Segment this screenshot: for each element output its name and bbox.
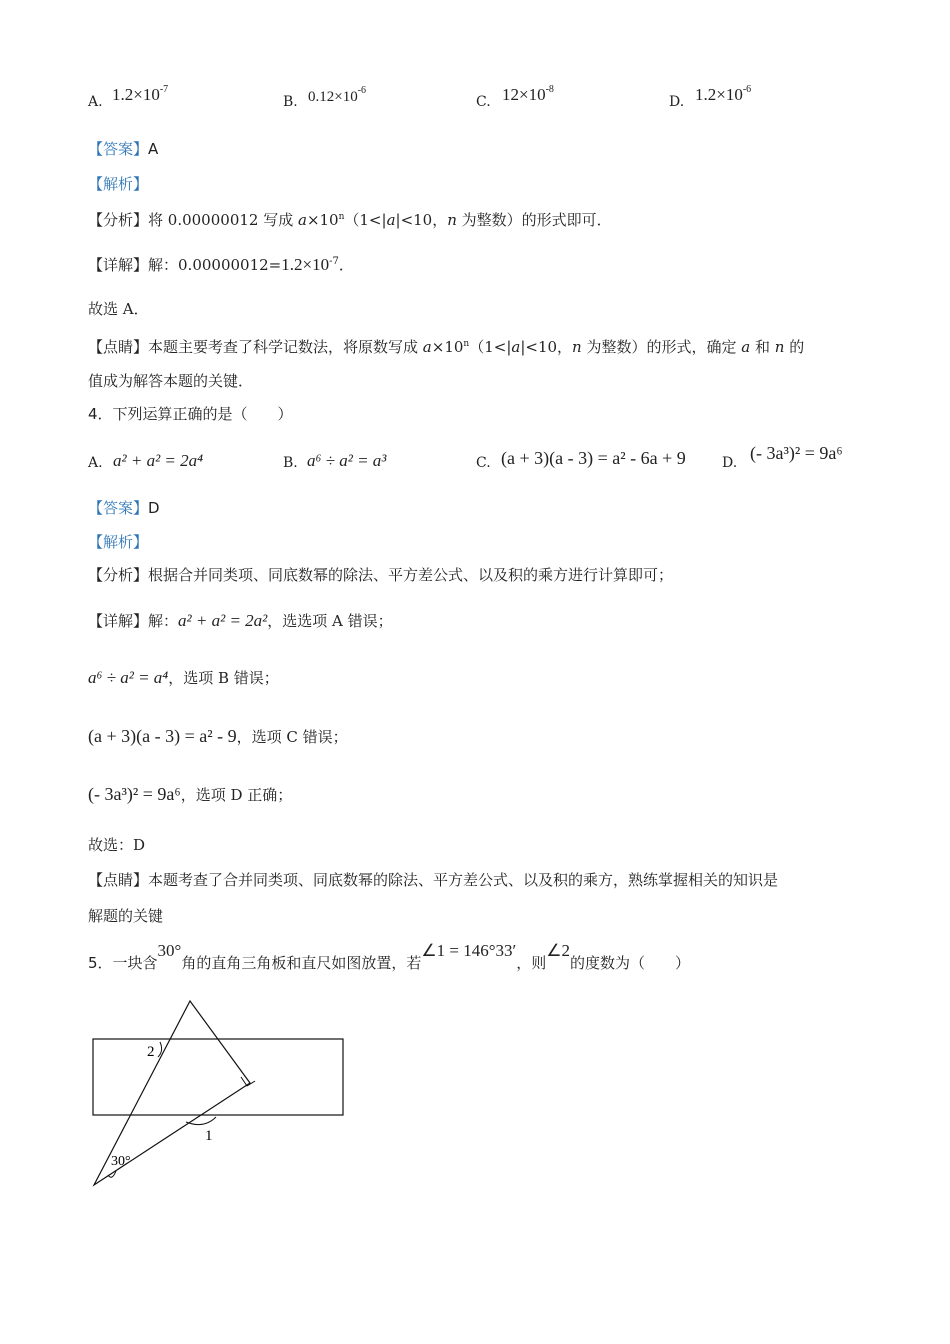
option-letter: A.: [88, 94, 103, 110]
option-expr: a⁶ ÷ a² = a³: [307, 451, 387, 470]
option-expr: $0.12\times 10^{-6}$: [308, 85, 367, 105]
option-letter: B.: [283, 455, 298, 471]
q4-step2: a⁶ ÷ a² = a⁴，选项 B 错误；: [88, 668, 279, 687]
option-expr: $1.2\times 10^{-7}$: [112, 84, 169, 104]
q4-step4: (- 3a³)² = 9a⁶，选项 D 正确；: [88, 784, 293, 804]
angle-1-arc: [186, 1117, 216, 1125]
q3-dianjing-line2: 值成为解答本题的关键．: [88, 372, 254, 390]
q3-dianjing: 【点睛】本题主要考查了科学记数法，将原数写成 $a\times 10^n(1<|a|<10$，n 为整数）的形式，确定 a 和 n 的: [88, 338, 805, 356]
answer-tag: 【答案】: [88, 140, 149, 158]
q4-guxuan: 故选：D: [88, 836, 146, 854]
answer-value: D: [148, 499, 160, 517]
q5-figure: [88, 995, 358, 1195]
q4-step3: (a + 3)(a - 3) = a² - 9，选项 C 错误；: [88, 726, 348, 746]
option-expr: $12\times 10^{-8}$: [502, 84, 554, 104]
q3-fenxi: 【分析】将 0.00000012 写成 $a\times 10^n(1<|a|<10$，n 为整数）的形式即可．: [88, 211, 612, 229]
q4-xiangjie: 【详解】解：a² + a² = 2a²，选选项 A 错误；: [88, 611, 393, 630]
option-letter: B.: [283, 94, 298, 110]
answer-tag: 【答案】: [88, 499, 149, 517]
option-letter: D.: [669, 94, 685, 110]
label-1: 1: [205, 1128, 213, 1144]
label-30: 30°: [111, 1154, 131, 1169]
q4-fenxi: 【分析】根据合并同类项、同底数幂的除法、平方差公式、以及积的乘方进行计算即可；: [88, 566, 674, 584]
q5-stem: 5．一块含30°角的直角三角板和直尺如图放置，若∠1 = 146°33′，则∠2的度数为（ ）: [88, 941, 691, 972]
q4-analysis-tag: 【解析】: [88, 533, 149, 551]
q4-answer: [88, 497, 160, 518]
q4-dianjing: 【点睛】本题考查了合并同类项、同底数幂的除法、平方差公式、以及积的乘方，熟练掌握相关的知识是: [88, 871, 779, 889]
option-expr: $1.2\times 10^{-6}$: [695, 84, 752, 104]
option-letter: A.: [88, 455, 103, 471]
option-expr: (a + 3)(a - 3) = a² - 6a + 9: [501, 448, 686, 468]
answer-value: A: [148, 140, 159, 158]
option-letter: C.: [476, 94, 491, 110]
q4-dianjing-line2: 解题的关键: [88, 907, 164, 925]
q4-title: 4．下列运算正确的是（ ）: [88, 405, 293, 423]
option-expr: (- 3a³)² = 9a⁶: [750, 443, 843, 463]
option-letter: D.: [722, 455, 738, 471]
q3-xiangjie: 【详解】解：$0.00000012=1.2\times 10^{-7}$．: [88, 255, 354, 274]
label-2: 2: [147, 1044, 155, 1060]
q3-answer: [88, 138, 158, 159]
option-letter: C.: [476, 455, 491, 471]
option-expr: a² + a² = 2a⁴: [113, 451, 204, 470]
q3-analysis-tag: 【解析】: [88, 175, 149, 193]
q3-guxuan: 故选 A．: [88, 300, 149, 318]
angle-2-arc: [158, 1042, 162, 1057]
